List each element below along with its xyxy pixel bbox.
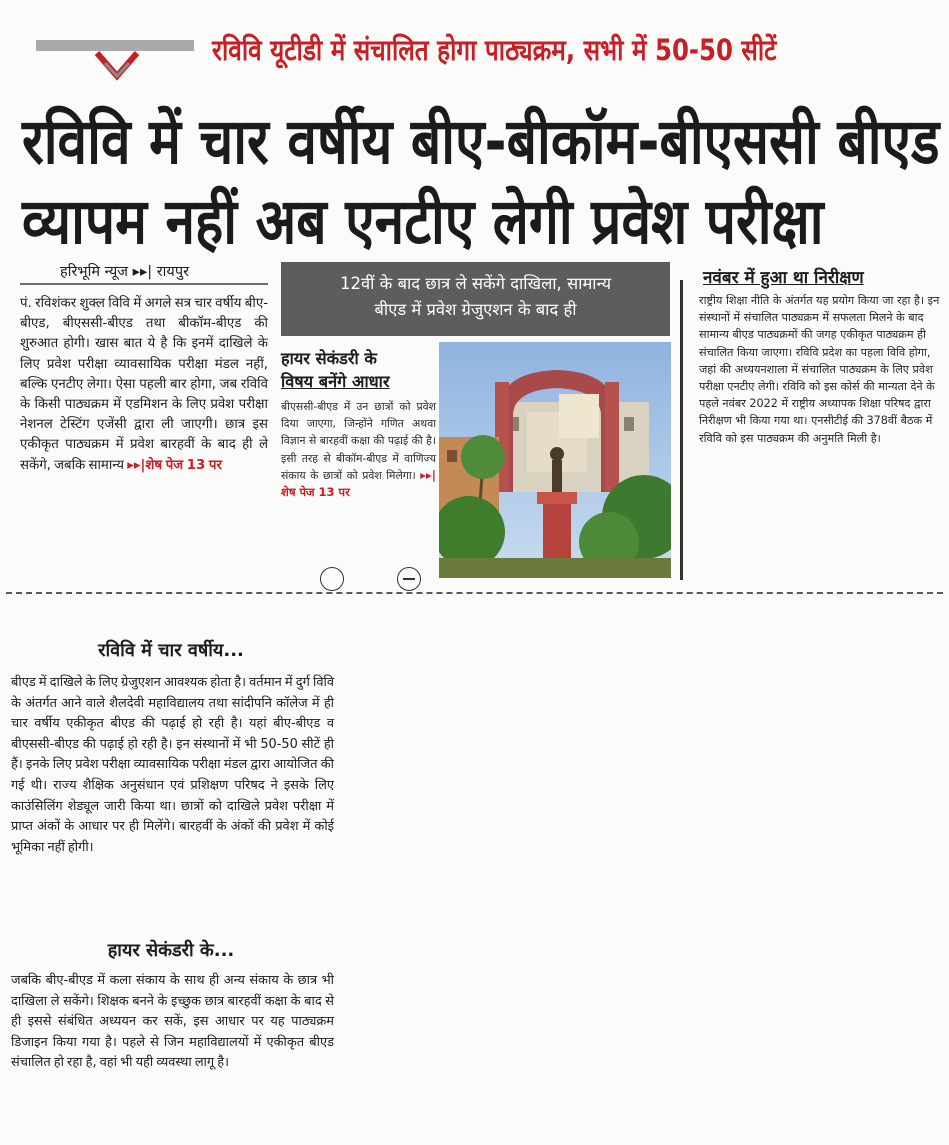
continuation-title-1: रविवि में चार वर्षीय... bbox=[98, 640, 244, 661]
side-story-text: बीएससी-बीएड में उन छात्रों को प्रवेश दिया जाएगा, जिन्होंने गणित अथवा विज्ञान से बारहवीं कक्षा की पढ़ाई की है। इसी तरह से बीकॉम-बीएड में वाणिज्य संकाय के छात्रों को प्रवेश मिलेगा। bbox=[281, 400, 436, 482]
right-story-body: राष्ट्रीय शिक्षा नीति के अंतर्गत यह प्रयोग किया जा रहा है। इन संस्थानों में संचालित पाठ्यक्रम में सफलता मिलने के बाद सामान्य बीएड पाठ्यक्रमों की जगह एकीकृत पाठ्यक्रम ही संचालित किया जाएगा। रविवि प्रदेश का पहला विवि होगा, जहां की अध्ययनशाला में संचालित पाठ्यक्रम के लिए प्रवेश परीक्षा एनटीए लेगी। रविवि को इस कोर्स की मान्यता देने के पहले नवंबर 2022 में राष्ट्रीय अध्यापक शिक्षा परिषद द्वारा निरीक्षण भी किया गया था। एनसीटीई की 378वीं बैठक में रविवि को इस पाठ्यक्रम की अनुमति मिली है। bbox=[699, 294, 940, 445]
chevron-down-icon bbox=[94, 50, 140, 90]
byline-source: हरिभूमि न्यूज bbox=[60, 264, 129, 280]
continuation-text-2: जबकि बीए-बीएड में कला संकाय के साथ ही अन्य संकाय के छात्र भी दाखिला ले सकेंगे। शिक्षक बनने के इच्छुक छात्र बारहवीं कक्षा के बाद से ही इससे संबंधित अध्ययन कर सकें, इस आधार पर यह पाठ्यक्रम डिजाइन किया गया है। पहले से जिन महाविद्यालयों में एकीकृत बीएड संचालित हो रहा है, वहां भी यही व्यवस्था लागू है। bbox=[11, 973, 334, 1071]
main-headline bbox=[22, 102, 940, 262]
zoom-out-icon bbox=[397, 567, 421, 591]
side-story-jump: ▸▸|शेष पेज 13 पर bbox=[281, 467, 436, 500]
main-story-jump: ▸▸|शेष पेज 13 पर bbox=[127, 457, 222, 473]
banner-line-2: बीएड में प्रवेश ग्रेजुएशन के बाद ही bbox=[374, 300, 577, 319]
kicker-headline: रविवि यूटीडी में संचालित होगा पाठ्यक्रम, सभी में 50-50 सीटें bbox=[212, 33, 777, 67]
main-story-body bbox=[20, 294, 268, 476]
continuation-text-1: बीएड में दाखिले के लिए ग्रेजुएशन आवश्यक होता है। वर्तमान में दुर्ग विवि के अंतर्गत आने वाले शैलदेवी महाविद्यालय तथा सांदीपनि कॉलेज में ही चार वर्षीय एकीकृत बीएड की पढ़ाई हो रही है। यहां बीए-बीएड व बीएससी-बीएड की पढ़ाई हो रही है। इन संस्थानों में भी 50-50 सीटें ही हैं। इनके लिए प्रवेश परीक्षा व्यावसायिक परीक्षा मंडल द्वारा आयोजित की गई थी। राज्य शैक्षिक अनुसंधान एवं प्रशिक्षण परिषद ने इसके लिए काउंसिलिंग शेड्यूल जारी किया था। छात्रों को दाखिले प्रवेश परीक्षा में प्राप्त अंकों के आधार पर ही मिलेंगे। बारहवीं के अंकों की प्रवेश में कोई भूमिका नहीं होगी। bbox=[11, 675, 334, 855]
main-story-text: पं. रविशंकर शुक्ल विवि में अगले सत्र चार वर्षीय बीए-बीएड, बीएससी-बीएड तथा बीकॉम-बीएड की शुरुआत होगी। खास बात ये है कि इनमें दाखिले के लिए प्रवेश परीक्षा व्यावसायिक परीक्षा मंडल नहीं, बल्कि एनटीए लेगा। ऐसा पहली बार होगा, जब रविवि के किसी पाठ्यक्रम में एडमिशन के लिए प्रवेश परीक्षा नेशनल टेस्टिंग एजेंसी द्वारा ली जाएगी। छात्र इस एकीकृत पाठ्यक्रम में प्रवेश बारहवीं के बाद ही ले सकेंगे, जबकि सामान्य bbox=[20, 296, 268, 473]
side-story-heading-line-2: विषय बनेंगे आधार bbox=[281, 372, 390, 391]
banner-line-1: 12वीं के बाद छात्र ले सकेंगे दाखिला, सामान्य bbox=[339, 274, 612, 293]
university-building-photo bbox=[439, 342, 671, 578]
byline bbox=[60, 262, 250, 282]
column-rule bbox=[680, 280, 683, 580]
side-story-heading-line-1: हायर सेकंडरी के bbox=[281, 349, 377, 368]
dashed-divider bbox=[6, 592, 943, 594]
headline-line-2: व्यापम नहीं अब एनटीए लेगी प्रवेश परीक्षा bbox=[22, 185, 824, 258]
byline-divider bbox=[20, 283, 268, 285]
headline-line-1: रविवि में चार वर्षीय बीए-बीकॉम-बीएससी बीएड bbox=[22, 105, 940, 178]
side-story-body bbox=[281, 398, 436, 501]
continuation-title-2: हायर सेकंडरी के... bbox=[107, 940, 235, 961]
subheadline-banner bbox=[281, 262, 670, 336]
right-story-heading: नवंबर में हुआ था निरीक्षण bbox=[703, 268, 864, 288]
side-story-heading bbox=[281, 347, 436, 393]
byline-place: रायपुर bbox=[156, 264, 189, 280]
photo-control-circle bbox=[320, 567, 344, 591]
byline-arrow-icon: ▸▸| bbox=[132, 264, 153, 280]
